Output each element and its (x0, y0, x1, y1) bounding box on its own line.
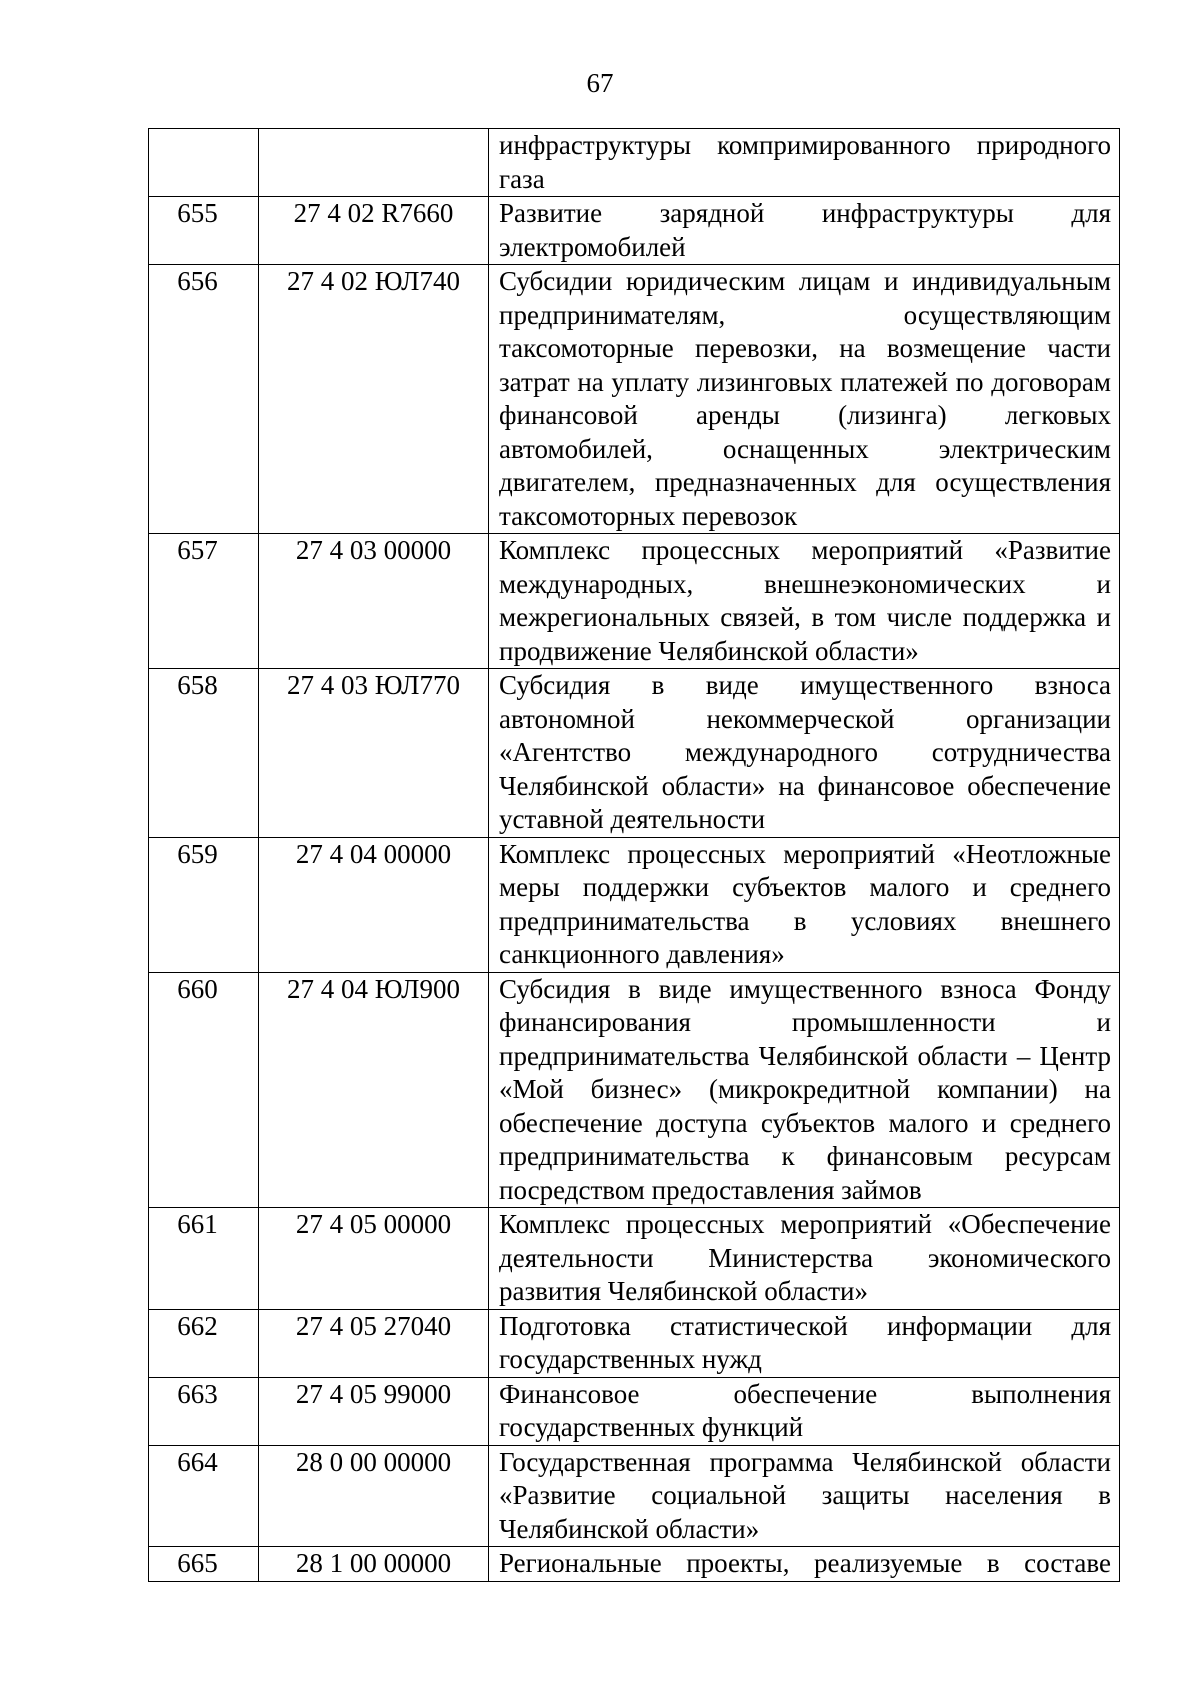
article-description: Комплекс процессных мероприятий «Неотложные меры поддержки субъектов малого и среднего предпринимательства в условиях внешнего санкционного давления» (489, 837, 1120, 972)
article-description: Государственная программа Челябинской области «Развитие социальной защиты населения в Челябинской области» (489, 1445, 1120, 1547)
row-number: 656 (149, 265, 259, 534)
target-article-code: 27 4 04 00000 (259, 837, 489, 972)
article-description: Субсидия в виде имущественного взноса автономной некоммерческой организации «Агентство международного сотрудничества Челябинской области» на финансовое обеспечение уставной деятельности (489, 669, 1120, 838)
target-article-code: 27 4 03 00000 (259, 534, 489, 669)
table-row (149, 1377, 1120, 1445)
row-number: 658 (149, 669, 259, 838)
budget-classification-table (148, 128, 1120, 1582)
page-number: 67 (586, 68, 614, 98)
table-row (149, 265, 1120, 534)
row-number: 662 (149, 1309, 259, 1377)
row-number: 663 (149, 1377, 259, 1445)
table-row (149, 534, 1120, 669)
table-row (149, 1547, 1120, 1582)
row-number (149, 129, 259, 197)
target-article-code: 28 0 00 00000 (259, 1445, 489, 1547)
target-article-code (259, 129, 489, 197)
row-number: 664 (149, 1445, 259, 1547)
target-article-code: 27 4 02 R7660 (259, 197, 489, 265)
article-description: Субсидия в виде имущественного взноса Фонду финансирования промышленности и предпринимательства Челябинской области – Центр «Мой бизнес» (микрокредитной компании) на обеспечение доступа субъектов малого и среднего предпринимательства к финансовым ресурсам посредством предоставления займов (489, 972, 1120, 1208)
target-article-code: 27 4 05 00000 (259, 1208, 489, 1310)
target-article-code: 27 4 02 ЮЛ740 (259, 265, 489, 534)
table-row (149, 197, 1120, 265)
article-description: Развитие зарядной инфраструктуры для электромобилей (489, 197, 1120, 265)
target-article-code: 28 1 00 00000 (259, 1547, 489, 1582)
target-article-code: 27 4 05 99000 (259, 1377, 489, 1445)
row-number: 657 (149, 534, 259, 669)
target-article-code: 27 4 03 ЮЛ770 (259, 669, 489, 838)
row-number: 660 (149, 972, 259, 1208)
row-number: 665 (149, 1547, 259, 1582)
article-description: Финансовое обеспечение выполнения государственных функций (489, 1377, 1120, 1445)
table-row (149, 129, 1120, 197)
table-row (149, 1309, 1120, 1377)
table-row (149, 1208, 1120, 1310)
table-row (149, 669, 1120, 838)
row-number: 655 (149, 197, 259, 265)
article-description: Субсидии юридическим лицам и индивидуальным предпринимателям, осуществляющим таксомоторные перевозки, на возмещение части затрат на уплату лизинговых платежей по договорам финансовой аренды (лизинга) легковых автомобилей, оснащенных электрическим двигателем, предназначенных для осуществления таксомоторных перевозок (489, 265, 1120, 534)
article-description: Региональные проекты, реализуемые в составе (489, 1547, 1120, 1582)
table-row (149, 1445, 1120, 1547)
article-description: инфраструктуры компримированного природного газа (489, 129, 1120, 197)
row-number: 661 (149, 1208, 259, 1310)
target-article-code: 27 4 05 27040 (259, 1309, 489, 1377)
table-row (149, 972, 1120, 1208)
table-row (149, 837, 1120, 972)
article-description: Комплекс процессных мероприятий «Обеспечение деятельности Министерства экономического развития Челябинской области» (489, 1208, 1120, 1310)
article-description: Подготовка статистической информации для государственных нужд (489, 1309, 1120, 1377)
target-article-code: 27 4 04 ЮЛ900 (259, 972, 489, 1208)
row-number: 659 (149, 837, 259, 972)
article-description: Комплекс процессных мероприятий «Развитие международных, внешнеэкономических и межрегиональных связей, в том числе поддержка и продвижение Челябинской области» (489, 534, 1120, 669)
